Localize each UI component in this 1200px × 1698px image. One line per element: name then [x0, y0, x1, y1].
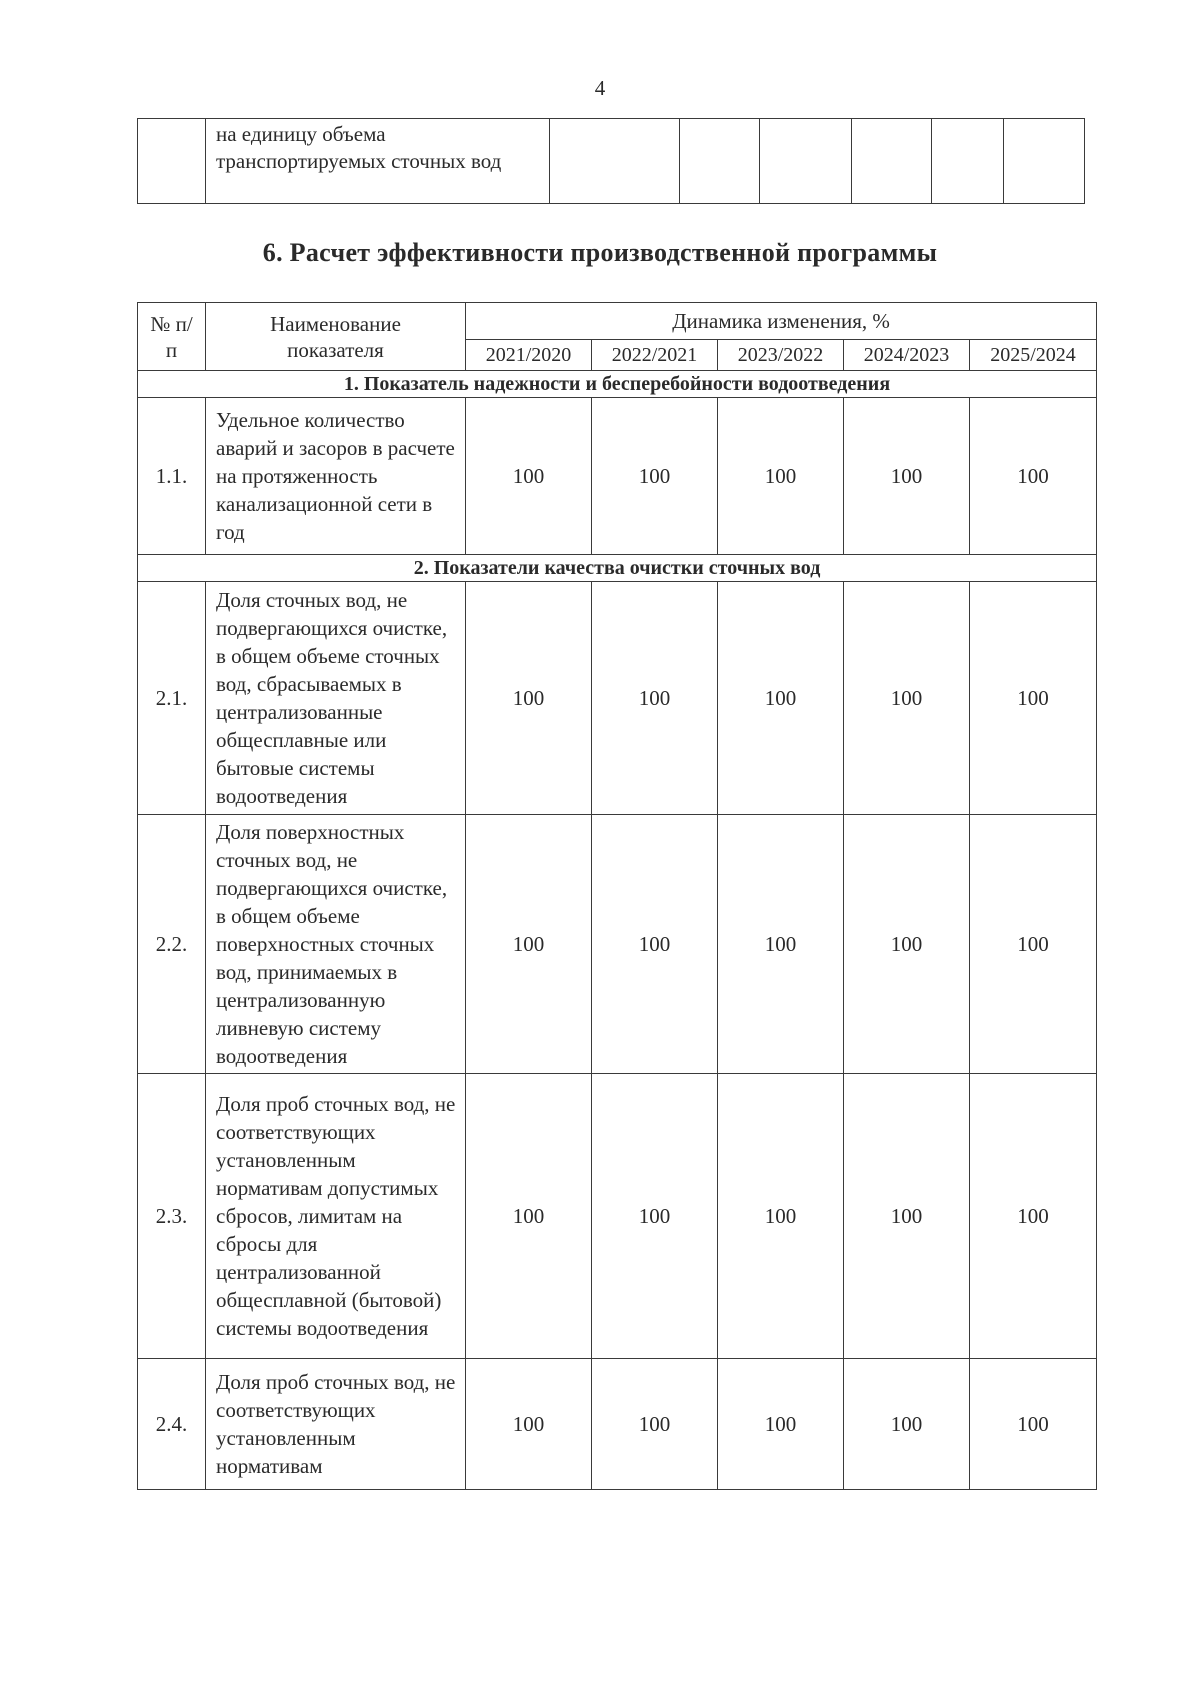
year-header-3: 2024/2023: [844, 340, 970, 371]
row-value: 100: [844, 815, 970, 1074]
continued-empty-cell: [932, 119, 1004, 204]
row-value: 100: [844, 1359, 970, 1490]
row-value: 100: [592, 1074, 718, 1359]
row-name: Доля проб сточных вод, не соответствующих установленным нормативам допустимых сбросов, лимитам на сбросы для централизованной общесплавной (бытовой) системы водоотведения: [206, 1074, 466, 1359]
continued-empty-cell: [680, 119, 760, 204]
row-value: 100: [844, 582, 970, 815]
row-value: 100: [970, 1359, 1097, 1490]
page-number: 4: [594, 76, 606, 100]
table-row: [138, 815, 1097, 1074]
row-name: Доля сточных вод, не подвергающихся очистке, в общем объеме сточных вод, сбрасываемых в централизованные общесплавные или бытовые системы водоотведения: [206, 582, 466, 815]
group-title: 2. Показатели качества очистки сточных вод: [138, 555, 1097, 582]
index-header: № п/п: [138, 303, 206, 371]
table-row: [138, 582, 1097, 815]
continued-name-cell: [206, 119, 550, 204]
row-value: 100: [970, 398, 1097, 555]
dynamics-header: Динамика изменения, %: [466, 303, 1097, 340]
row-value: 100: [466, 1359, 592, 1490]
row-value: 100: [718, 582, 844, 815]
continued-empty-cell: [760, 119, 852, 204]
row-value: 100: [970, 815, 1097, 1074]
continued-empty-cell: [1004, 119, 1085, 204]
row-index: 2.3.: [138, 1074, 206, 1359]
continued-empty-cell: [550, 119, 680, 204]
group-row: [138, 371, 1097, 398]
group-row: [138, 555, 1097, 582]
year-header-4: 2025/2024: [970, 340, 1097, 371]
row-value: 100: [718, 398, 844, 555]
section-title: 6. Расчет эффективности производственной программы: [262, 238, 938, 267]
row-value: 100: [970, 582, 1097, 815]
header-row: [138, 303, 1097, 340]
row-value: 100: [844, 1074, 970, 1359]
row-index: 2.4.: [138, 1359, 206, 1490]
row-index: 2.1.: [138, 582, 206, 815]
row-value: 100: [466, 815, 592, 1074]
group-title: 1. Показатель надежности и бесперебойности водоотведения: [138, 371, 1097, 398]
row-value: 100: [466, 398, 592, 555]
table-row: [138, 398, 1097, 555]
row-value: 100: [844, 398, 970, 555]
row-index: 1.1.: [138, 398, 206, 555]
row-value: 100: [592, 582, 718, 815]
year-header-2: 2023/2022: [718, 340, 844, 371]
row-value: 100: [718, 815, 844, 1074]
row-name: Доля поверхностных сточных вод, не подвергающихся очистке, в общем объеме поверхностных сточных вод, принимаемых в централизованную ливневую систему водоотведения: [206, 815, 466, 1074]
row-index: 2.2.: [138, 815, 206, 1074]
row-name: Удельное количество аварий и засоров в расчете на протяженность канализационной сети в год: [206, 398, 466, 555]
continued-name-text: на единицу объема транспортируемых сточных вод: [216, 122, 502, 173]
year-header-1: 2022/2021: [592, 340, 718, 371]
efficiency-table: [137, 302, 1097, 1490]
continued-row: [138, 119, 1085, 204]
year-header-0: 2021/2020: [466, 340, 592, 371]
table-row: [138, 1074, 1097, 1359]
row-value: 100: [592, 1359, 718, 1490]
row-value: 100: [592, 398, 718, 555]
continued-index-cell: [138, 119, 206, 204]
name-header: Наименование показателя: [206, 303, 466, 371]
continued-empty-cell: [852, 119, 932, 204]
continued-table: [137, 118, 1085, 204]
row-value: 100: [592, 815, 718, 1074]
row-value: 100: [466, 582, 592, 815]
row-value: 100: [718, 1359, 844, 1490]
row-value: 100: [718, 1074, 844, 1359]
table-row: [138, 1359, 1097, 1490]
row-value: 100: [466, 1074, 592, 1359]
row-name: Доля проб сточных вод, не соответствующих установленным нормативам: [206, 1359, 466, 1490]
row-value: 100: [970, 1074, 1097, 1359]
